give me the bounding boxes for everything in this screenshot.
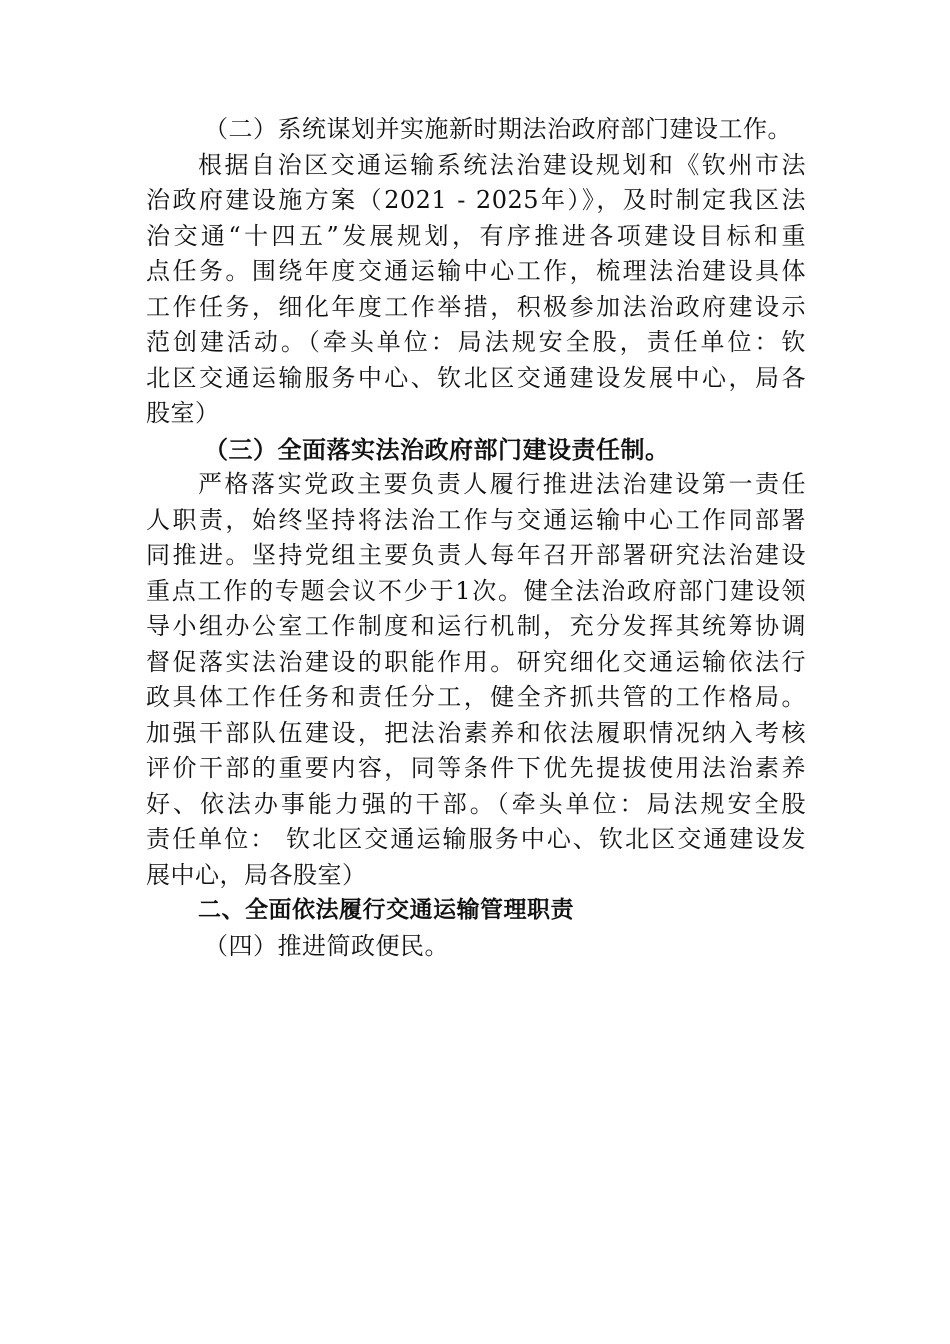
section-3-line: 同推进。坚持党组主要负责人每年召开部署研究法治建设 bbox=[146, 541, 806, 569]
section-2-line: 股室） bbox=[146, 399, 220, 427]
section-2-heading: （二）系统谋划并实施新时期法治政府部门建设工作。 bbox=[204, 115, 792, 143]
section-3-line: 导小组办公室工作制度和运行机制，充分发挥其统筹协调 bbox=[146, 612, 806, 640]
section-2-line: 工作任务，细化年度工作举措，积极参加法治政府建设示 bbox=[146, 292, 806, 321]
section-3-heading: （三）全面落实法治政府部门建设责任制。 bbox=[204, 434, 670, 464]
section-3-line: 人职责，始终坚持将法治工作与交通运输中心工作同部署 bbox=[146, 505, 806, 534]
section-2-line: 点任务。围绕年度交通运输中心工作，梳理法治建设具体 bbox=[146, 257, 806, 285]
chapter-2-heading: 二、全面依法履行交通运输管理职责 bbox=[198, 897, 574, 923]
section-3-line: 严格落实党政主要负责人履行推进法治建设第一责任 bbox=[198, 470, 806, 498]
section-3-line: 督促落实法治建设的职能作用。研究细化交通运输依法行 bbox=[146, 647, 806, 676]
section-3-line: 责任单位： 钦北区交通运输服务中心、钦北区交通建设发 bbox=[146, 825, 806, 853]
section-2-line: 根据自治区交通运输系统法治建设规划和《钦州市法 bbox=[198, 150, 806, 179]
section-3-line: 政具体工作任务和责任分工，健全齐抓共管的工作格局。 bbox=[146, 683, 806, 711]
section-3-line: 评价干部的重要内容，同等条件下优先提拔使用法治素养 bbox=[146, 754, 806, 782]
section-2-line: 治政府建设施方案（2021 - 2025年）》，及时制定我区法 bbox=[146, 186, 806, 214]
document-page bbox=[146, 112, 806, 964]
section-2-line: 治交通“十四五”发展规划，有序推进各项建设目标和重 bbox=[146, 221, 806, 250]
section-3-line: 展中心，局各股室） bbox=[146, 860, 367, 889]
section-2-line: 范创建活动。（牵头单位：局法规安全股，责任单位：钦 bbox=[146, 328, 806, 356]
section-3-line: 加强干部队伍建设，把法治素养和依法履职情况纳入考核 bbox=[146, 718, 806, 747]
section-4-heading: （四）推进简政便民。 bbox=[204, 931, 449, 960]
section-3-line: 重点工作的专题会议不少于1次。健全法治政府部门建设领 bbox=[146, 576, 806, 605]
section-2-line: 北区交通运输服务中心、钦北区交通建设发展中心，局各 bbox=[146, 363, 806, 392]
section-3-line: 好、依法办事能力强的干部。（牵头单位：局法规安全股 bbox=[146, 789, 806, 818]
